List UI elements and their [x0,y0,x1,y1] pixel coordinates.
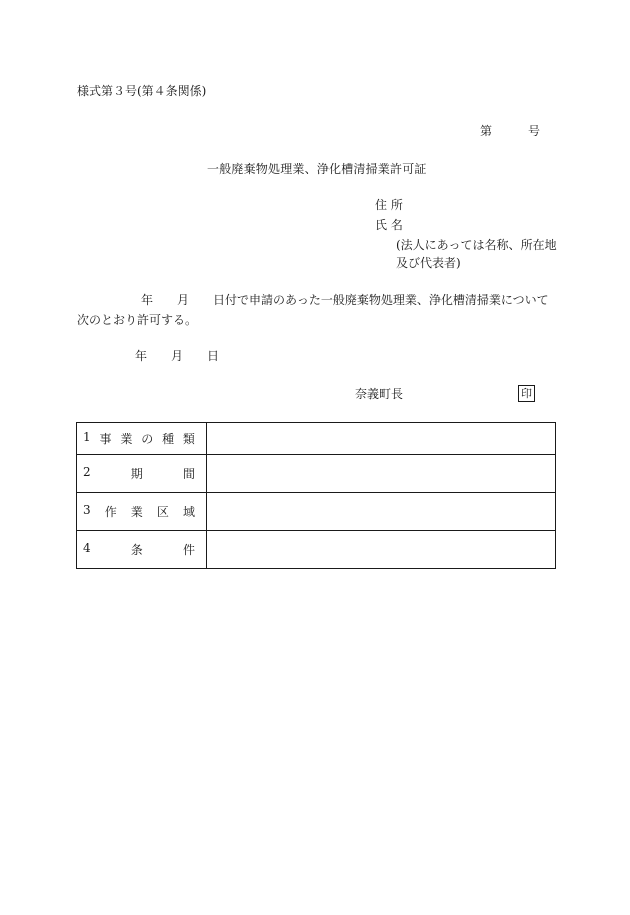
row-label-char: 間 [182,467,195,481]
document-title: 一般廃棄物処理業、浄化槽清掃業許可証 [207,162,427,176]
row-label-cell [77,423,207,455]
issuer-name: 奈義町長 [355,387,404,401]
row-label [83,430,195,447]
row-label [83,465,195,482]
row-value-cell[interactable] [207,423,556,455]
doc-number-suffix: 号 [528,124,541,138]
row-number: 1 [83,430,91,444]
row-label-char: 類 [182,432,195,446]
issue-date-day: 日 [207,349,220,363]
body-month: 月 [177,293,190,307]
row-label-cell [77,455,207,493]
table-row [77,455,556,493]
corporation-note-line2: 及び代表者) [396,256,461,270]
row-label-char: 事 [99,432,112,446]
row-label-char: 作 [104,505,117,519]
row-number: 3 [83,503,91,517]
name-label: 氏 名 [375,218,403,232]
row-label-char: 条 [130,543,143,557]
table-row [77,423,556,455]
permit-details-table [76,422,556,569]
row-label-char: 域 [182,505,195,519]
table-row [77,531,556,569]
row-value-cell[interactable] [207,455,556,493]
issue-date-year: 年 [135,349,148,363]
row-label-char: 期 [130,467,143,481]
body-text-line2: 次のとおり許可する。 [77,313,198,327]
table-row [77,493,556,531]
corporation-note-line1: (法人にあっては名称、所在地 [396,238,557,252]
body-year: 年 [141,293,154,307]
address-label: 住 所 [375,198,403,212]
row-label-char: 種 [162,432,175,446]
row-number: 4 [83,541,91,555]
row-label [83,503,195,520]
row-value-cell[interactable] [207,531,556,569]
issue-date [135,349,219,363]
row-label-char: の [141,432,154,446]
issue-date-month: 月 [171,349,184,363]
seal-stamp-box: 印 [518,385,535,402]
body-text-line1 [77,293,549,307]
row-label [83,541,195,558]
row-number: 2 [83,465,91,479]
row-label-char: 業 [120,432,133,446]
row-label-char: 業 [130,505,143,519]
row-label-char: 件 [182,543,195,557]
row-value-cell[interactable] [207,493,556,531]
row-label-char: 区 [156,505,169,519]
form-label: 様式第３号(第４条関係) [77,84,207,98]
row-label-cell [77,493,207,531]
row-label-cell [77,531,207,569]
body-day-text: 日付で申請のあった一般廃棄物処理業、浄化槽清掃業について [213,293,549,307]
doc-number-prefix: 第 [480,124,493,138]
